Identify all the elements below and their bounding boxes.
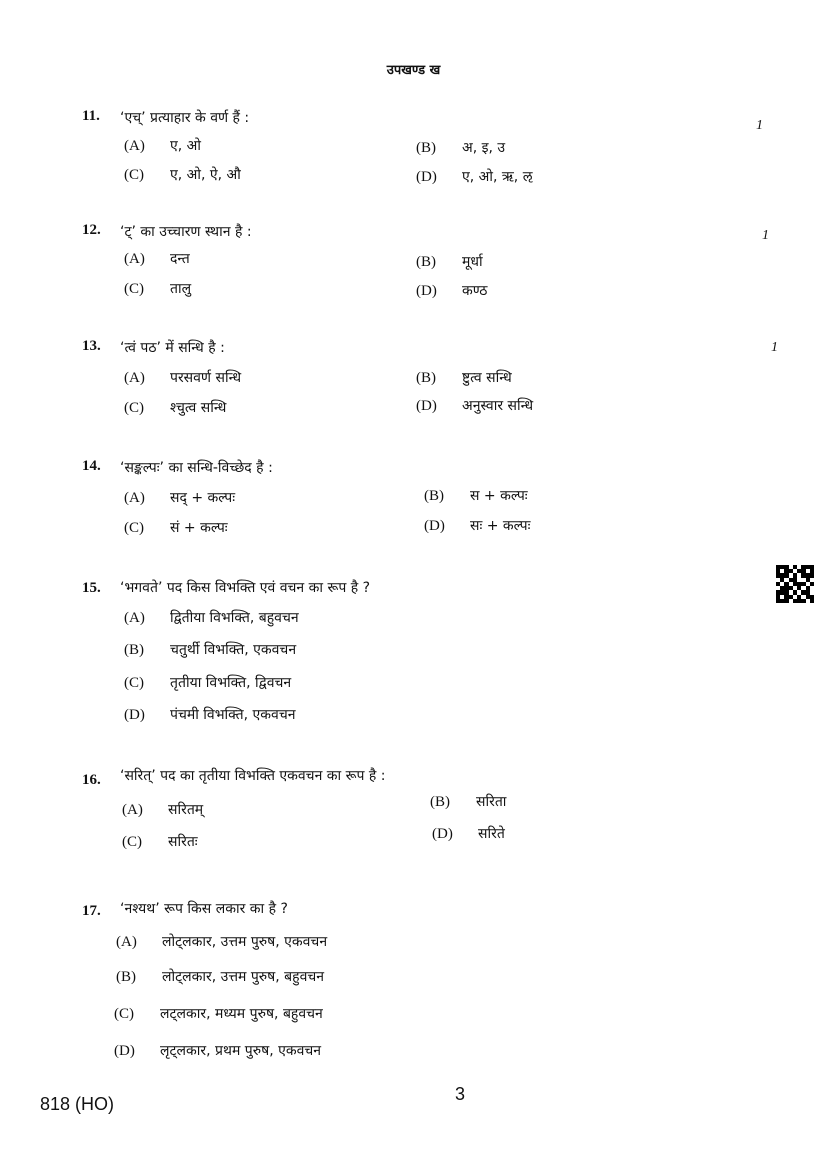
option-a: (A) लोट्लकार, उत्तम पुरुष, एकवचन: [116, 934, 328, 950]
marks: 1: [756, 118, 763, 133]
question-number: 13.: [82, 338, 101, 354]
option-a: (A) सरितम्: [122, 802, 204, 818]
option-a: (A) ए, ओ: [124, 138, 201, 154]
option-d: (D) पंचमी विभक्ति, एकवचन: [124, 707, 296, 723]
option-b: (B) अ, इ, उ: [416, 140, 506, 156]
option-d: (D) कण्ठ: [416, 283, 488, 299]
page-number: 3: [455, 1084, 466, 1104]
option-d: (D) सः + कल्पः: [424, 518, 531, 534]
question-text: ‘एच्’ प्रत्याहार के वर्ण हैं :: [120, 110, 250, 126]
marks: 1: [771, 340, 778, 355]
option-b: (B) स + कल्पः: [424, 488, 528, 504]
option-a: (A) दन्त: [124, 251, 190, 267]
option-d: (D) लृट्लकार, प्रथम पुरुष, एकवचन: [114, 1043, 322, 1059]
paper-code: 818 (HO): [40, 1094, 115, 1114]
question-number: 15.: [82, 580, 101, 596]
question-number: 14.: [82, 458, 101, 474]
question-number: 17.: [82, 903, 101, 919]
question-text: ‘सङ्कल्पः’ का सन्धि-विच्छेद है :: [120, 460, 273, 476]
option-d: (D) अनुस्वार सन्धि: [416, 398, 534, 414]
option-c: (C) तृतीया विभक्ति, द्विवचन: [124, 675, 292, 691]
section-title: उपखण्ड ख: [386, 63, 441, 78]
option-a: (A) परसवर्ण सन्धि: [124, 370, 242, 386]
option-d: (D) सरिते: [432, 826, 505, 842]
question-text: ‘सरित्’ पद का तृतीया विभक्ति एकवचन का रूप है :: [120, 768, 386, 784]
question-number: 11.: [82, 108, 100, 124]
option-c: (C) श्चुत्व सन्धि: [124, 400, 227, 416]
option-c: (C) सरितः: [122, 834, 198, 850]
option-c: (C) तालु: [124, 281, 192, 297]
option-d: (D) ए, ओ, ऋ, ऌ: [416, 169, 533, 185]
option-a: (A) द्वितीया विभक्ति, बहुवचन: [124, 610, 299, 626]
option-b: (B) लोट्लकार, उत्तम पुरुष, बहुवचन: [116, 969, 325, 985]
option-b: (B) ष्टुत्व सन्धि: [416, 370, 512, 386]
question-number: 12.: [82, 222, 101, 238]
question-text: ‘भगवते’ पद किस विभक्ति एवं वचन का रूप है ?: [120, 580, 371, 596]
option-b: (B) मूर्धा: [416, 254, 483, 270]
marks: 1: [762, 228, 769, 243]
qr-code: [776, 565, 814, 603]
option-b: (B) चतुर्थी विभक्ति, एकवचन: [124, 642, 297, 658]
question-number: 16.: [82, 772, 101, 788]
option-c: (C) ए, ओ, ऐ, औ: [124, 167, 241, 183]
option-c: (C) लट्लकार, मध्यम पुरुष, बहुवचन: [114, 1006, 323, 1022]
question-text: ‘नश्यथ’ रूप किस लकार का है ?: [120, 901, 288, 917]
question-text: ‘त्वं पठ’ में सन्धि है :: [120, 340, 225, 356]
option-a: (A) सद् + कल्पः: [124, 490, 236, 506]
question-text: ‘ट्’ का उच्चारण स्थान है :: [120, 224, 252, 240]
option-b: (B) सरिता: [430, 794, 507, 810]
option-c: (C) सं + कल्पः: [124, 520, 228, 536]
